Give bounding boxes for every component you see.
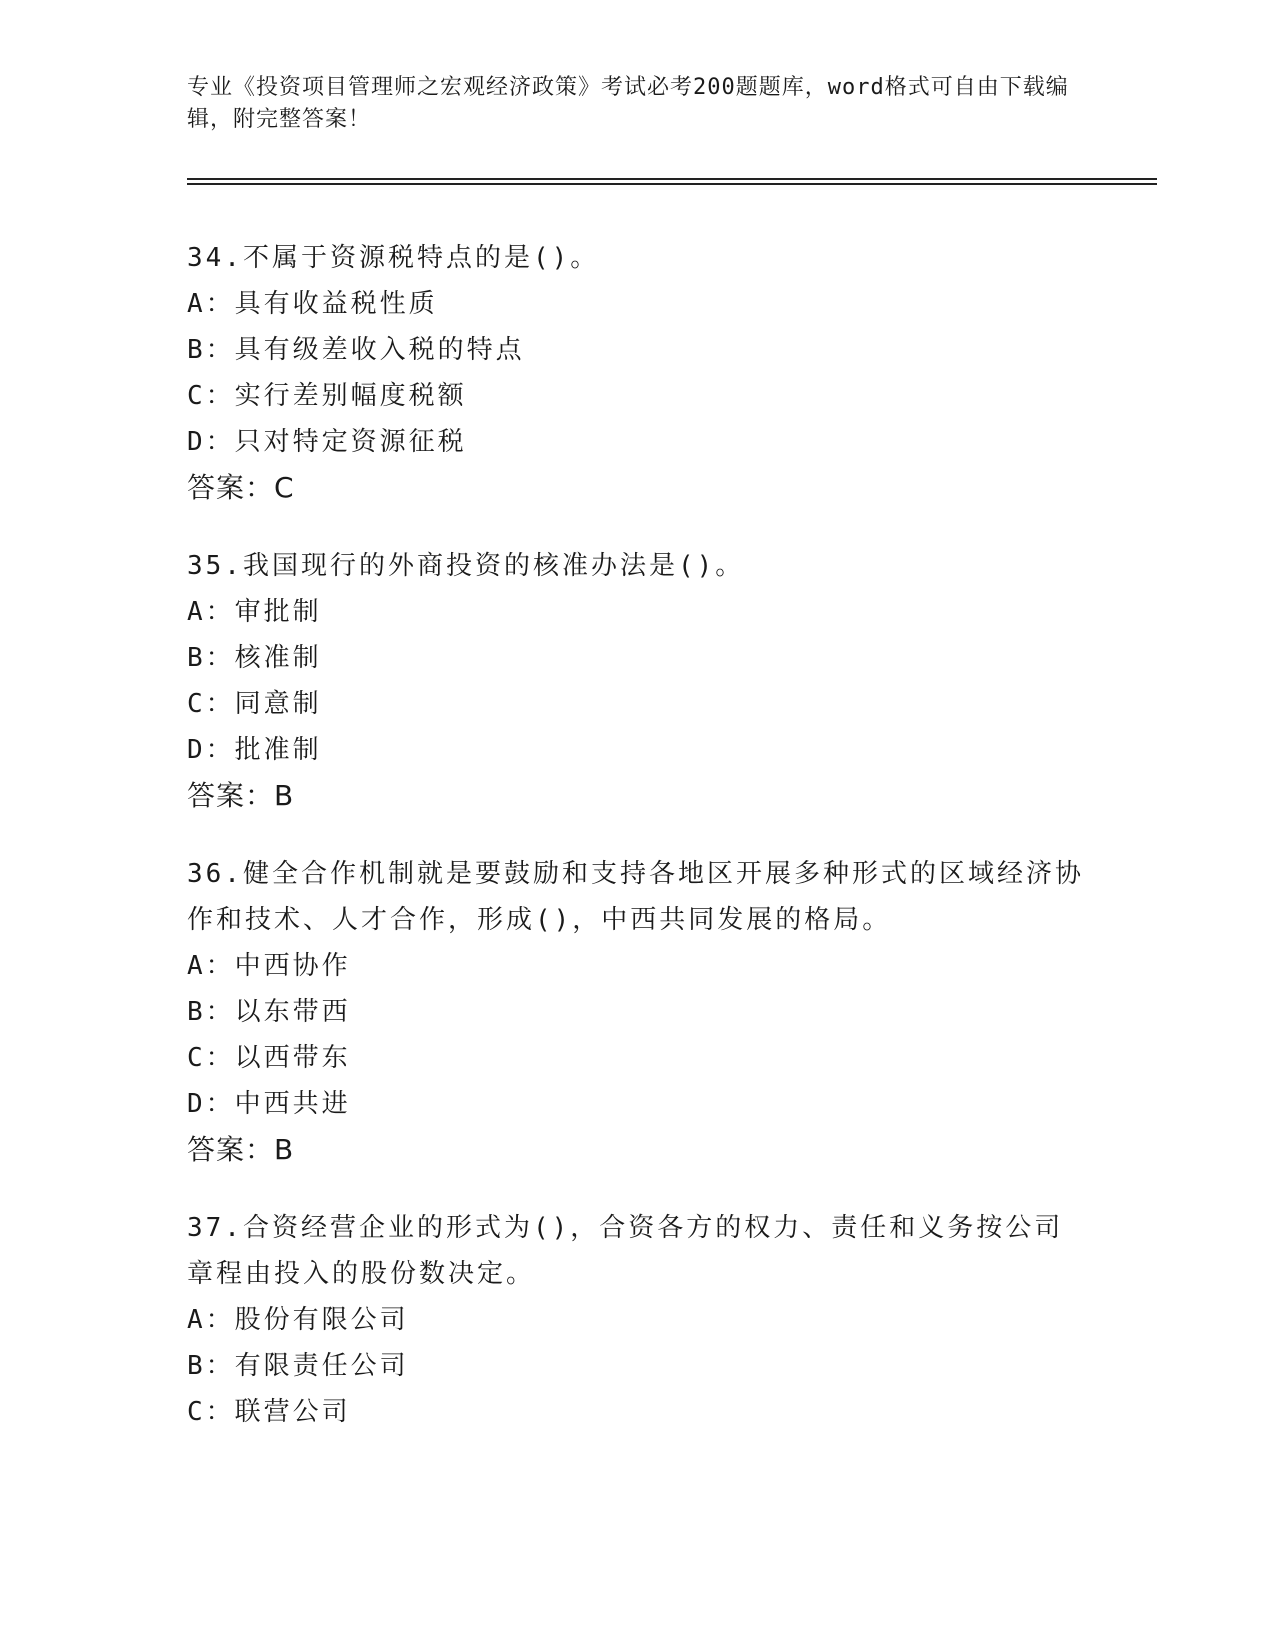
question-text: 35.我国现行的外商投资的核准办法是()。 — [187, 551, 745, 581]
document-header: 专业《投资项目管理师之宏观经济政策》考试必考200题题库，word格式可自由下载编辑，附完整答案！ — [187, 75, 1069, 132]
answer: 答案：C — [187, 471, 295, 504]
option-d: D：批准制 — [187, 735, 322, 765]
option-c: C：实行差别幅度税额 — [187, 381, 467, 411]
option-a: A：股份有限公司 — [187, 1305, 409, 1335]
option-a: A：审批制 — [187, 597, 322, 627]
option-b: B：以东带西 — [187, 997, 351, 1027]
question-36 — [187, 851, 1087, 1173]
answer: 答案：B — [187, 779, 295, 812]
option-c: C：联营公司 — [187, 1397, 351, 1427]
option-d: D：只对特定资源征税 — [187, 427, 467, 457]
question-37 — [187, 1205, 1087, 1435]
option-b: B：有限责任公司 — [187, 1351, 409, 1381]
option-c: C：以西带东 — [187, 1043, 351, 1073]
answer: 答案：B — [187, 1133, 295, 1166]
question-list — [187, 235, 1087, 1467]
option-a: A：中西协作 — [187, 951, 351, 981]
option-a: A：具有收益税性质 — [187, 289, 438, 319]
option-d: D：中西共进 — [187, 1089, 351, 1119]
question-35 — [187, 543, 1087, 819]
question-text: 37.合资经营企业的形式为()，合资各方的权力、责任和义务按公司章程由投入的股份数决定。 — [187, 1213, 1064, 1289]
question-34 — [187, 235, 1087, 511]
option-c: C：同意制 — [187, 689, 322, 719]
question-text: 36.健全合作机制就是要鼓励和支持各地区开展多种形式的区域经济协作和技术、人才合作，形成()，中西共同发展的格局。 — [187, 859, 1084, 935]
question-text: 34.不属于资源税特点的是()。 — [187, 243, 600, 273]
option-b: B：具有级差收入税的特点 — [187, 335, 525, 365]
header-divider-bottom — [187, 183, 1157, 185]
header-divider-top — [187, 178, 1157, 180]
option-b: B：核准制 — [187, 643, 322, 673]
